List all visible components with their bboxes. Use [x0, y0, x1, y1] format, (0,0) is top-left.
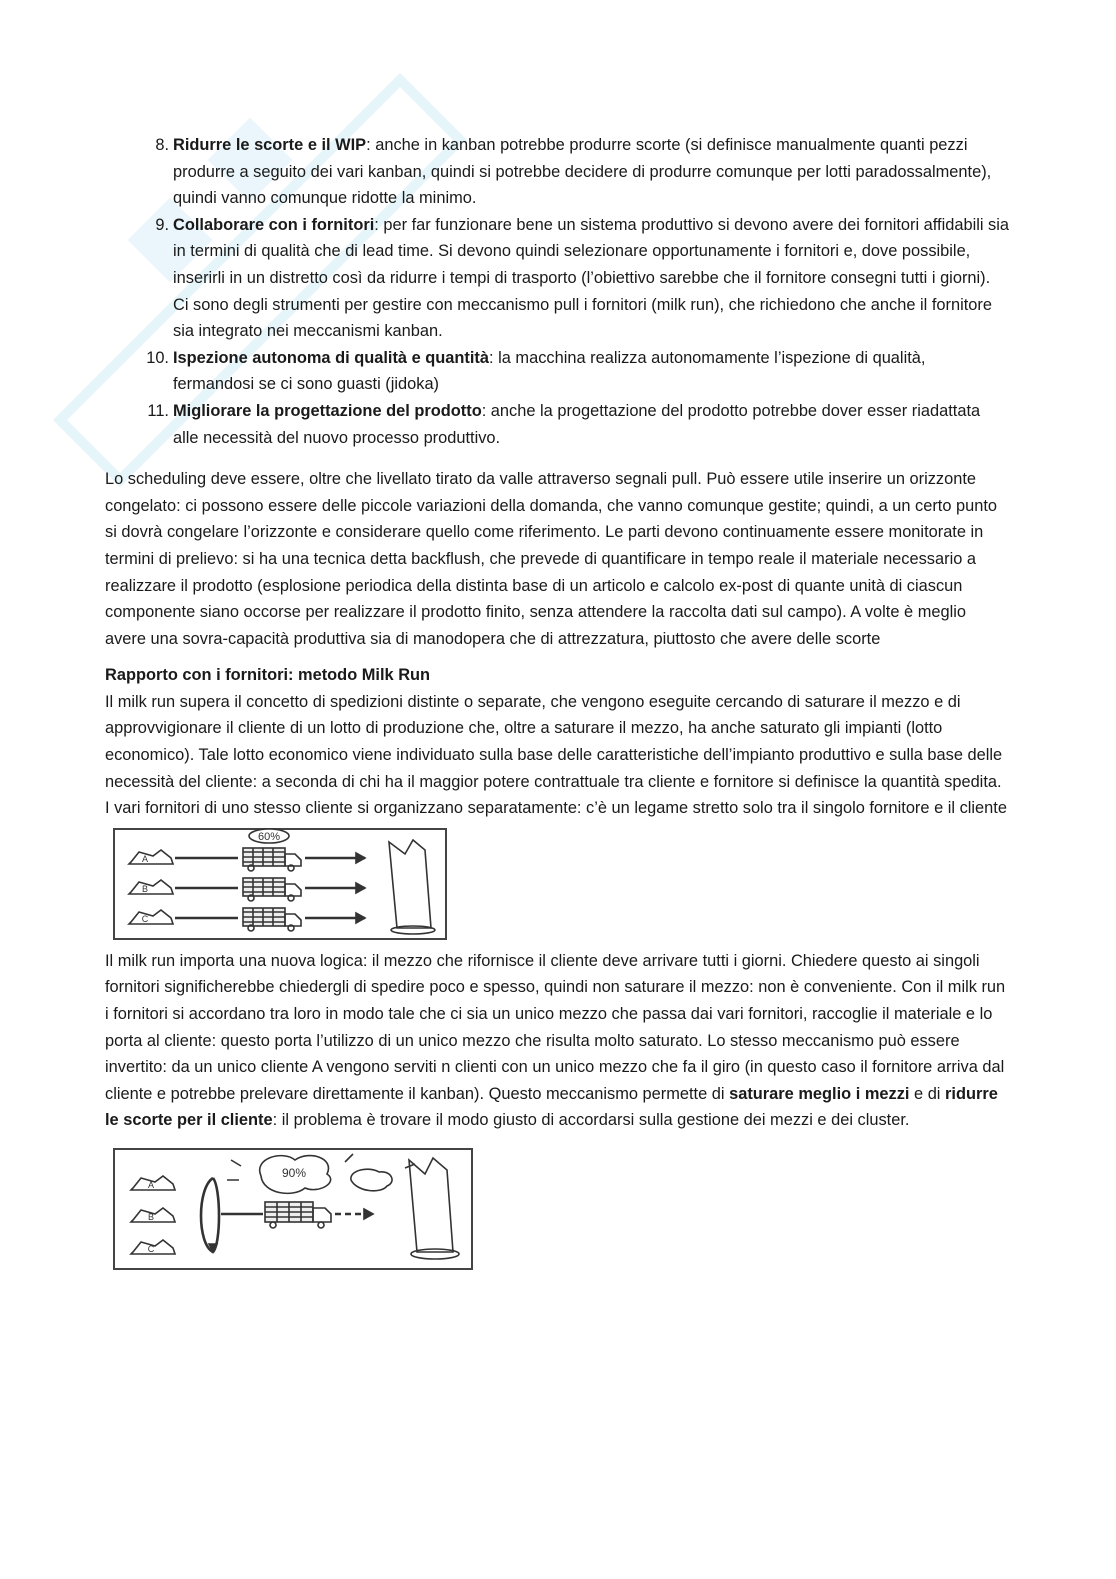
separate-shipments-diagram [113, 828, 447, 940]
customer-building-icon [389, 840, 431, 928]
truck-icon [265, 1202, 331, 1228]
text-run: e di [909, 1084, 946, 1103]
list-item [105, 132, 1010, 212]
list-item [105, 398, 1010, 451]
list-item-title: Migliorare la progettazione del prodotto [173, 401, 482, 420]
supplier-label: B [141, 883, 149, 894]
document-body [105, 132, 1010, 1278]
text-run: : il problema è trovare il modo giusto di accordarsi sulla gestione dei mezzi e dei cluster. [272, 1111, 910, 1130]
milk-run-paragraph-1: Il milk run supera il concetto di spedizioni distinte o separate, che vengono eseguite cercando di saturare il mezzo e di approvvigionare il cliente di un lotto di produzione che, oltre a saturare il mezzo, ha anche saturato gli impianti (lotto economico). Tale lotto economico viene individuato sulla base delle caratteristiche dell’impianto produttivo e sulla base delle necessità del cliente: a seconda di chi ha il maggior potere contrattuale tra cliente e fornitore si definisce la quantità spedita. I vari fornitori di uno stesso cliente si organizzano separatamente: c’è un legame stretto solo tra il singolo fornitore e il cliente [105, 692, 1007, 818]
list-item-text: : anche in kanban potrebbe produrre scorte (si definisce manualmente quanti pezzi produrre a seguito dei vari kanban, quindi si potrebbe decidere di produrre comunque per lotti paradossalmente), quindi vanno comunque ridotte la minimo. [173, 136, 992, 208]
supplier-label: C [141, 913, 149, 924]
figure-milk-run [113, 1148, 473, 1270]
supplier-label: B [147, 1212, 155, 1222]
milk-run-paragraph-2 [105, 948, 1010, 1134]
list-number: 11. [147, 401, 169, 420]
factory-icon [129, 850, 173, 864]
factory-icon [129, 910, 173, 924]
list-item-title: Ridurre le scorte e il WIP [173, 136, 367, 154]
emphasis-text: saturare meglio i mezzi [729, 1084, 910, 1103]
truck-icon [243, 848, 301, 871]
factory-icon [129, 880, 173, 894]
list-number: 10. [146, 348, 169, 367]
list-number: 9. [155, 215, 169, 234]
section-heading-milk-run: Rapporto con i fornitori: metodo Milk Run [105, 666, 431, 685]
saturation-label: 60% [257, 830, 281, 843]
figure-separate-shipments [113, 828, 447, 940]
customer-building-icon [409, 1158, 453, 1252]
numbered-list [105, 132, 1010, 451]
list-item-text: : per far funzionare bene un sistema produttivo si devono avere dei fornitori affidabili sia in termini di qualità che di lead time. Si devono quindi selezionare opportunamente i fornitori e, dove possibile, inserirli in un distretto così da ridurre i tempi di trasporto (l’obiettivo sarebbe che il fornitore consegni tutti i giorni). Ci sono degli strumenti per gestire con meccanismo pull i fornitori (milk run), che richiedono che anche il fornitore sia integrato nei meccanismi kanban. [173, 215, 1010, 341]
truck-icon [243, 908, 301, 931]
list-item [105, 345, 1010, 398]
truck-icon [243, 878, 301, 901]
supplier-label: A [147, 1180, 155, 1190]
list-number: 8. [155, 136, 169, 154]
list-item-title: Ispezione autonoma di qualità e quantità [173, 348, 490, 367]
text-run: Il milk run importa una nuova logica: il mezzo che rifornisce il cliente deve arrivare tutti i giorni. Chiedere questo ai singoli fornitori significherebbe chiedergli di spedire poco e spesso, quindi non saturare il mezzo: non è conveniente. Con il milk run i fornitori si accordano tra loro in modo tale che ci sia un unico mezzo che passa dai vari fornitori, raccoglie il materiale e lo porta al cliente: questo porta l’utilizzo di un unico mezzo che risulta molto saturato. Lo stesso meccanismo può essere invertito: da un unico cliente A vengono serviti n clienti con un unico mezzo che fa il giro (in questo caso il fornitore arriva dal cliente e potrebbe prelevare direttamente il kanban). Questo meccanismo permette di [105, 951, 1006, 1103]
milk-run-diagram [113, 1148, 473, 1270]
saturation-label: 90% [281, 1166, 307, 1180]
scheduling-paragraph: Lo scheduling deve essere, oltre che livellato tirato da valle attraverso segnali pull. Può essere utile inserire un orizzonte congelato: ci possono essere delle piccole variazioni della domanda, che vanno comunque gestite; quindi, a un certo punto si dovrà congelare l’orizzonte e considerare quello come riferimento. Le parti devono continuamente essere monitorate in termini di prelievo: si ha una tecnica detta backflush, che prevede di quantificare in tempo reale il materiale necessario a realizzare il prodotto (esplosione periodica della distinta base di un articolo e calcolo ex-post di quante unità di ciascun componente siano occorse per realizzare il prodotto finito, senza attendere la raccolta dati sul campo). A volte è meglio avere una sovra-capacità produttiva sia di manodopera che di attrezzatura, piuttosto che avere delle scorte [105, 470, 998, 648]
list-item-title: Collaborare con i fornitori [173, 215, 375, 234]
list-item-text: : la macchina realizza autonomamente l’ispezione di qualità, fermandosi se ci sono guasti (jidoka) [173, 348, 926, 394]
supplier-label: C [147, 1244, 155, 1254]
list-item-text: : anche la progettazione del prodotto potrebbe dover esser riadattata alle necessità del nuovo processo produttivo. [173, 401, 981, 447]
emphasis-text: ridurre le scorte per il cliente [105, 1084, 998, 1130]
list-item [105, 212, 1010, 345]
supplier-label: A [141, 853, 149, 864]
loop-arrow-icon [201, 1178, 219, 1252]
